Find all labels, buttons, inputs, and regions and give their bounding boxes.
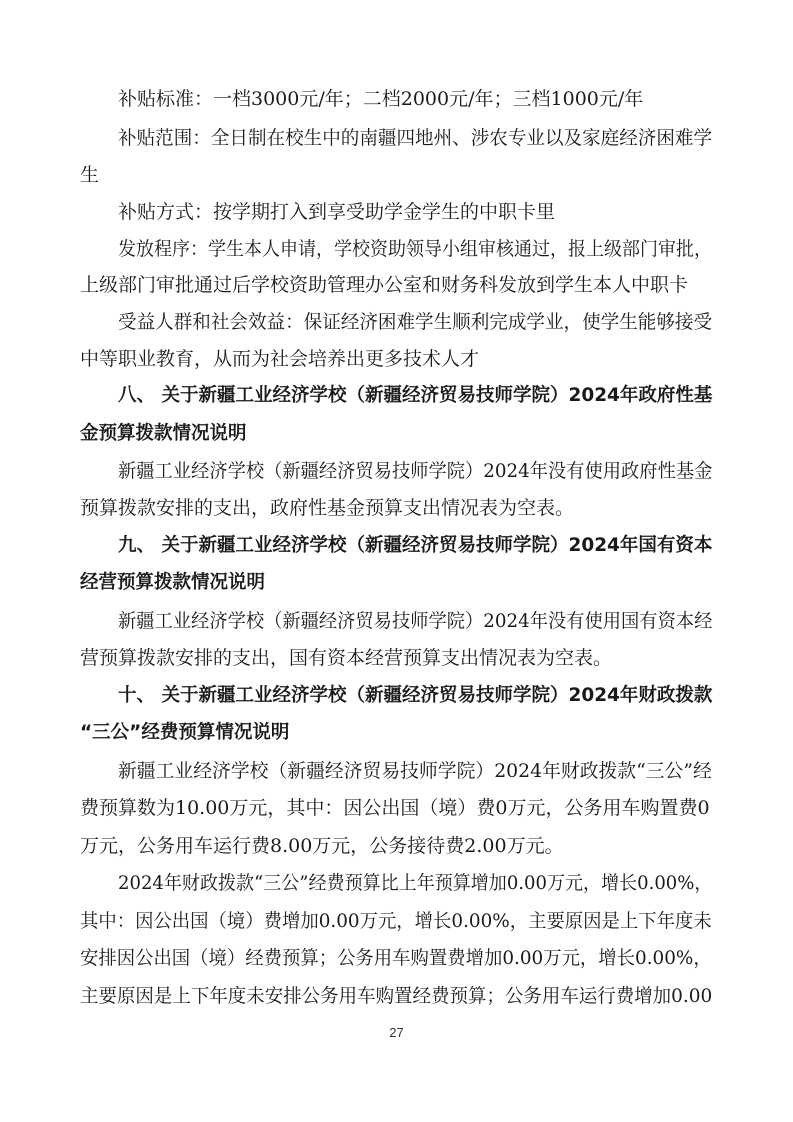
text-line: 费预算数为10.00万元，其中：因公出国（境）费0万元，公务用车购置费0 (80, 797, 710, 819)
text-line: 万元，公务用车运行费8.00万元，公务接待费2.00万元。 (80, 835, 564, 857)
text-line: 安排因公出国（境）经费预算；公务用车购置费增加0.00万元，增长0.00%， (80, 947, 712, 969)
text-line: 生 (80, 164, 100, 186)
text-line: 上级部门审批通过后学校资助管理办公室和财务科发放到学生本人中职卡 (80, 274, 689, 296)
text-line: 主要原因是上下年度未安排公务用车购置经费预算；公务用车运行费增加0.00 (80, 985, 713, 1007)
text-line: 补贴范围：全日制在校生中的南疆四地州、涉农专业以及家庭经济困难学 (118, 127, 713, 149)
text-line: 补贴方式：按学期打入到享受助学金学生的中职卡里 (118, 201, 556, 223)
section-heading: 八、 关于新疆工业经济学校（新疆经济贸易技师学院）2024年政府性基 (118, 385, 713, 406)
section-heading: “三公”经费预算情况说明 (80, 722, 290, 743)
text-line: 预算拨款安排的支出，政府性基金预算支出情况表为空表。 (80, 497, 575, 519)
text-line: 新疆工业经济学校（新疆经济贸易技师学院）2024年财政拨款“三公”经 (118, 760, 712, 782)
text-line: 发放程序：学生本人申请，学校资助领导小组审核通过，报上级部门审批， (118, 238, 713, 260)
text-line: 新疆工业经济学校（新疆经济贸易技师学院）2024年没有使用国有资本经 (118, 610, 713, 632)
text-line: 受益人群和社会效益：保证经济困难学生顺利完成学业，使学生能够接受 (118, 311, 713, 333)
section-heading: 金预算拨款情况说明 (80, 423, 247, 444)
page-number: 27 (389, 1025, 404, 1040)
text-line: 营预算拨款安排的支出，国有资本经营预算支出情况表为空表。 (80, 647, 613, 669)
section-heading: 十、 关于新疆工业经济学校（新疆经济贸易技师学院）2024年财政拨款 (118, 685, 713, 706)
text-line: 其中：因公出国（境）费增加0.00万元，增长0.00%，主要原因是上下年度未 (80, 910, 712, 932)
text-line: 补贴标准：一档3000元/年；二档2000元/年；三档1000元/年 (118, 88, 644, 110)
text-line: 新疆工业经济学校（新疆经济贸易技师学院）2024年没有使用政府性基金 (118, 460, 713, 482)
text-line: 2024年财政拨款“三公”经费预算比上年预算增加0.00万元，增长0.00%， (118, 872, 713, 894)
text-line: 中等职业教育，从而为社会培养出更多技术人才 (80, 348, 480, 370)
section-heading: 经营预算拨款情况说明 (80, 572, 266, 593)
section-heading: 九、 关于新疆工业经济学校（新疆经济贸易技师学院）2024年国有资本 (118, 535, 713, 556)
